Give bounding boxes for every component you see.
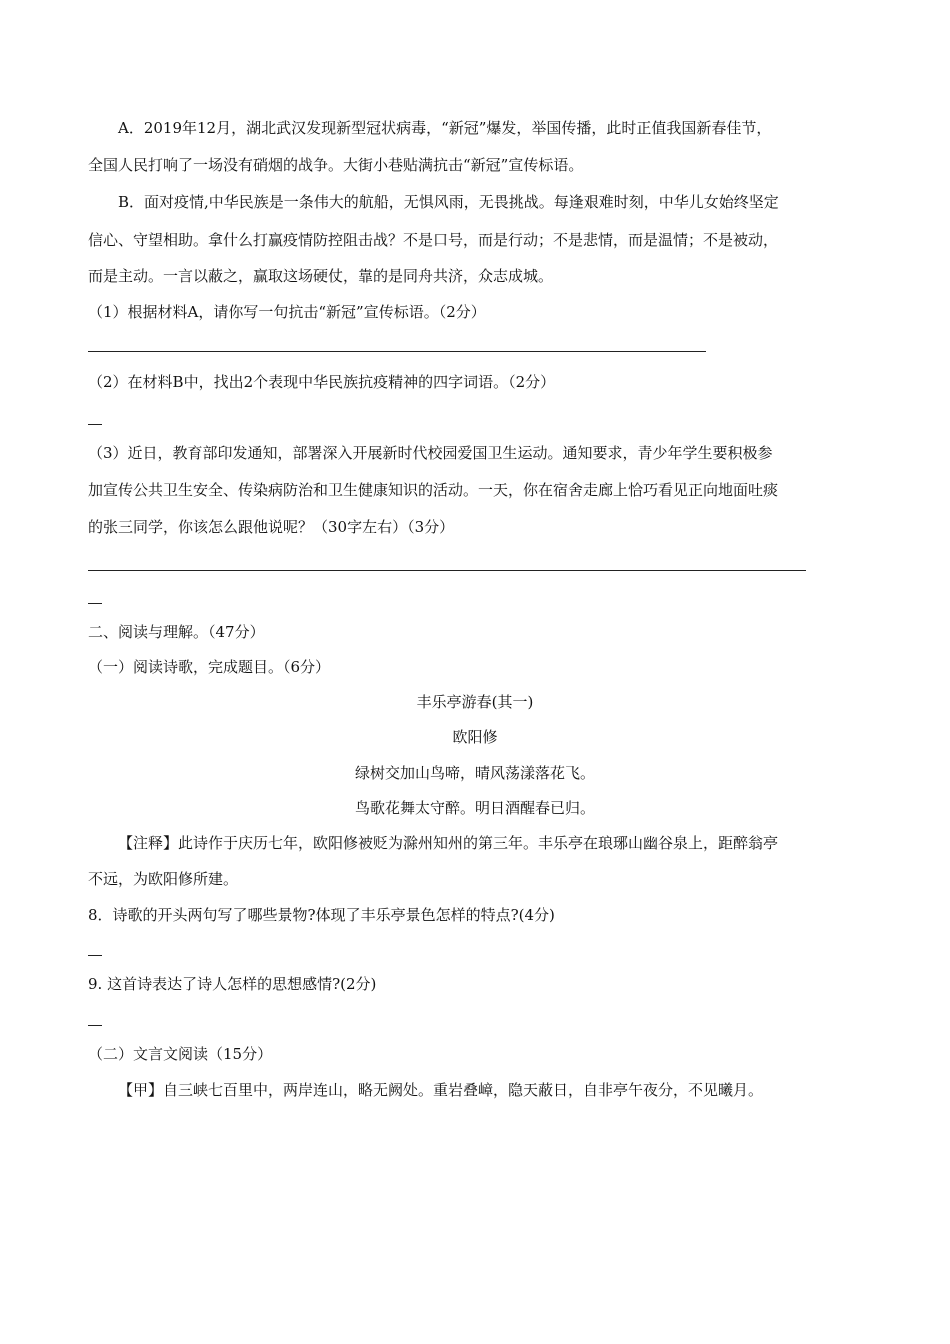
question-2: （2）在材料B中，找出2个表现中华民族抗疫精神的四字词语。（2分） xyxy=(88,373,556,391)
answer-line-8 xyxy=(88,955,102,956)
answer-line-1 xyxy=(88,351,706,352)
question-3-line-3: 的张三同学，你该怎么跟他说呢？（30字左右）（3分） xyxy=(88,518,455,536)
material-b-line-3: 而是主动。一言以蔽之，赢取这场硬仗，靠的是同舟共济，众志成城。 xyxy=(88,267,554,285)
poem-line-2: 鸟歌花舞太守醉。明日酒醒春已归。 xyxy=(354,799,595,817)
part-2-heading: （二）文言文阅读（15分） xyxy=(88,1045,273,1063)
part-1-heading: （一）阅读诗歌，完成题目。（6分） xyxy=(88,658,331,676)
material-a-line-1: A．2019年12月，湖北武汉发现新型冠状病毒，“新冠”爆发，举国传播，此时正值我国新春佳节， xyxy=(118,119,772,137)
poem-author: 欧阳修 xyxy=(452,728,498,746)
section-2-heading: 二、阅读与理解。（47分） xyxy=(88,623,265,641)
question-9: 9. 这首诗表达了诗人怎样的思想感情?(2分) xyxy=(88,975,377,993)
question-3-line-2: 加宣传公共卫生安全、传染病防治和卫生健康知识的活动。一天，你在宿舍走廊上恰巧看见正向地面吐痰 xyxy=(88,481,779,499)
material-b-line-2: 信心、守望相助。拿什么打赢疫情防控阻击战？不是口号，而是行动；不是悲情，而是温情；不是被动， xyxy=(88,231,779,249)
answer-line-3b xyxy=(88,603,102,604)
answer-line-3 xyxy=(88,570,806,571)
question-8: 8．诗歌的开头两句写了哪些景物?体现了丰乐亭景色怎样的特点?(4分) xyxy=(88,906,555,924)
note-line-2: 不远，为欧阳修所建。 xyxy=(88,870,239,888)
answer-line-2 xyxy=(88,424,102,425)
note-line-1: 【注释】此诗作于庆历七年，欧阳修被贬为滁州知州的第三年。丰乐亭在琅琊山幽谷泉上，距醉翁亭 xyxy=(118,834,779,852)
answer-line-9 xyxy=(88,1025,102,1026)
material-a-line-2: 全国人民打响了一场没有硝烟的战争。大街小巷贴满抗击“新冠”宣传标语。 xyxy=(88,156,584,174)
question-1: （1）根据材料A，请你写一句抗击“新冠”宣传标语。（2分） xyxy=(88,303,486,321)
poem-title: 丰乐亭游春(其一) xyxy=(416,693,534,711)
jia-text: 【甲】自三峡七百里中，两岸连山，略无阙处。重岩叠嶂，隐天蔽日，自非亭午夜分，不见曦月。 xyxy=(118,1081,764,1099)
poem-line-1: 绿树交加山鸟啼，晴风荡漾落花飞。 xyxy=(354,764,595,782)
material-b-line-1: B．面对疫情,中华民族是一条伟大的航船，无惧风雨，无畏挑战。每逢艰难时刻，中华儿女始终坚定 xyxy=(118,193,779,211)
question-3-line-1: （3）近日，教育部印发通知，部署深入开展新时代校园爱国卫生运动。通知要求，青少年学生要积极参 xyxy=(88,444,773,462)
